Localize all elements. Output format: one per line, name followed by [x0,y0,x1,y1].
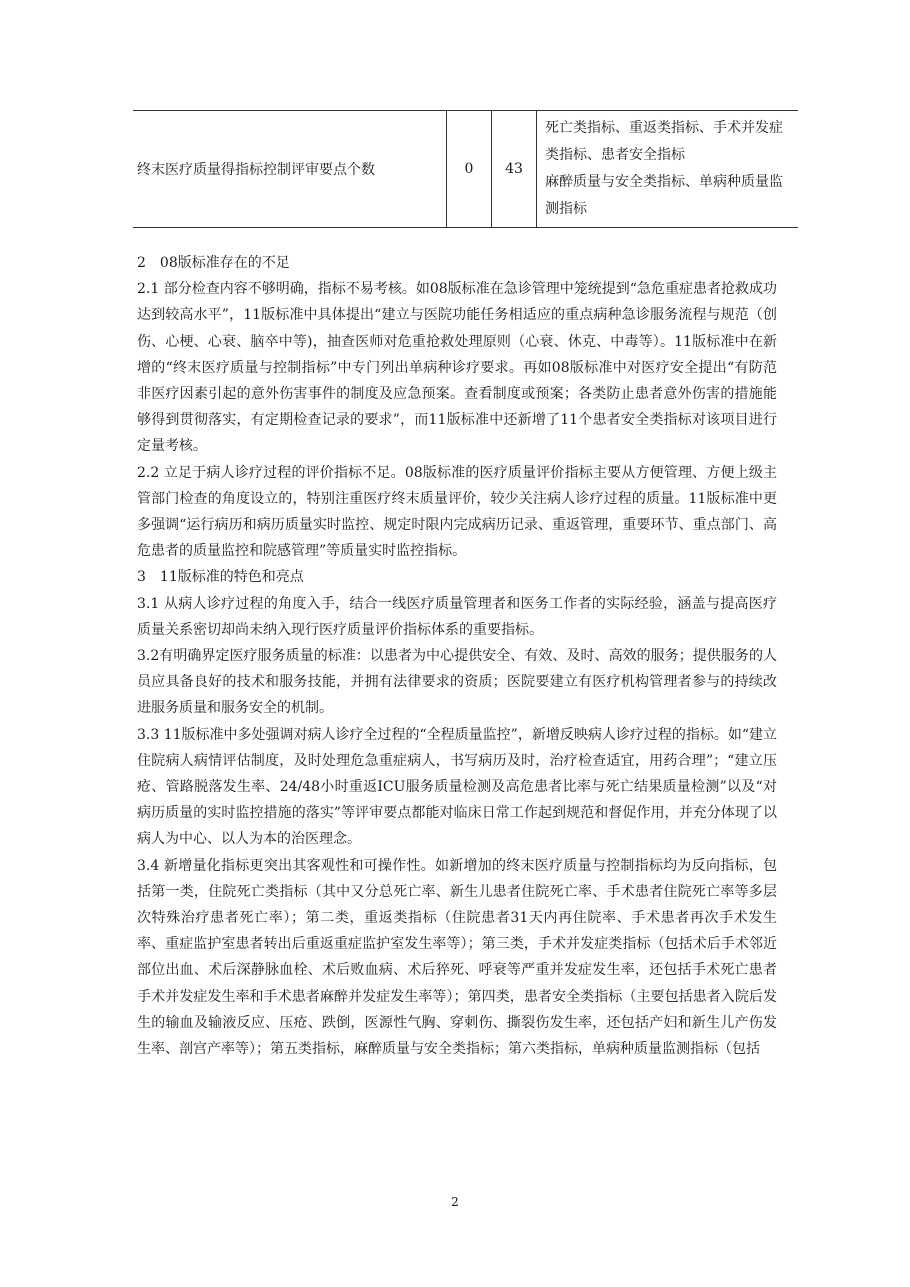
page-number: 2 [451,1195,459,1209]
table-categories-line1: 死亡类指标、重返类指标、手术并发症类指标、患者安全指标 [545,120,783,163]
paragraph: 3.2有明确界定医疗服务质量的标准：以患者为中心提供安全、有效、及时、高效的服务；提供服务的人员应具备良好的技术和服务技能，并拥有法律要求的资质；医院要建立有医疗机构管理者参与的持续改进服务质量和服务安全的机制。 [137,648,777,717]
table-value-08: 0 [447,111,492,228]
table-row [133,111,798,228]
table-row-label: 终末医疗质量得指标控制评审要点个数 [133,111,447,228]
summary-table [133,110,798,228]
section-heading: 3 11版标准的特色和亮点 [137,569,304,586]
paragraph: 3.4 新增量化指标更突出其客观性和可操作性。如新增加的终末医疗质量与控制指标均为反向指标，包括第一类，住院死亡类指标（其中又分总死亡率、新生儿患者住院死亡率、手术患者住院死亡率等多层次特殊治疗患者死亡率）；第二类，重返类指标（住院患者31天内再住院率、手术患者再次手术发生率、重症监护室患者转出后重返重症监护室发生率等）；第三类，手术并发症类指标（包括术后手术邻近部位出血、术后深静脉血栓、术后败血病、术后猝死、呼衰等严重并发症发生率，还包括手术死亡患者手术并发症发生率和手术患者麻醉并发症发生率等）；第四类，患者安全类指标（主要包括患者入院后发生的输血及输液反应、压疮、跌倒，医源性气胸、穿刺伤、撕裂伤发生率，还包括产妇和新生儿产伤发生率、剖宫产率等）；第五类指标，麻醉质量与安全类指标；第六类指标，单病种质量监测指标（包括 [137,857,777,1058]
paragraph: 2.1 部分检查内容不够明确，指标不易考核。如08版标准在急诊管理中笼统提到“急危重症患者抢救成功达到较高水平”，11版标准中具体提出“建立与医院功能任务相适应的重点病种急诊服务流程与规范（创伤、心梗、心衰、脑卒中等)，抽查医师对危重抢救处理原则（心衰、休克、中毒等）。11版标准中在新增的“终末医疗质量与控制指标”中专门列出单病种诊疗要求。再如08版标准中对医疗安全提出“有防范非医疗因素引起的意外伤害事件的制度及应急预案。查看制度或预案；各类防止患者意外伤害的措施能够得到贯彻落实，有定期检查记录的要求”，而11版标准中还新增了11个患者安全类指标对该项目进行定量考核。 [137,281,777,455]
body-text [137,250,777,1062]
table-categories-cell [537,111,799,228]
table-categories-line2: 麻醉质量与安全类指标、单病种质量监测指标 [545,174,783,217]
table-value-11: 43 [492,111,537,228]
paragraph: 2.2 立足于病人诊疗过程的评价指标不足。08版标准的医疗质量评价指标主要从方便管理、方便上级主管部门检查的角度设立的，特别注重医疗终末质量评价，较少关注病人诊疗过程的质量。11版标准中更多强调“运行病历和病历质量实时监控、规定时限内完成病历记录、重返管理，重要环节、重点部门、高危患者的质量监控和院感管理”等质量实时监控指标。 [137,464,777,560]
paragraph: 3.1 从病人诊疗过程的角度入手，结合一线医疗质量管理者和医务工作者的实际经验，涵盖与提高医疗质量关系密切却尚未纳入现行医疗质量评价指标体系的重要指标。 [137,595,777,638]
section-heading: 2 08版标准存在的不足 [137,255,290,271]
paragraph: 3.3 11版标准中多处强调对病人诊疗全过程的“全程质量监控”，新增反映病人诊疗过程的指标。如“建立住院病人病情评估制度，及时处理危急重症病人，书写病历及时，治疗检查适宜，用药合理”；“建立压疮、管路脱落发生率、24/48小时重返ICU服务质量检测及高危患者比率与死亡结果质量检测”以及“对病历质量的实时监控措施的落实”等评审要点都能对临床日常工作起到规范和督促作用，并充分体现了以病人为中心、以人为本的治医理念。 [137,726,777,848]
